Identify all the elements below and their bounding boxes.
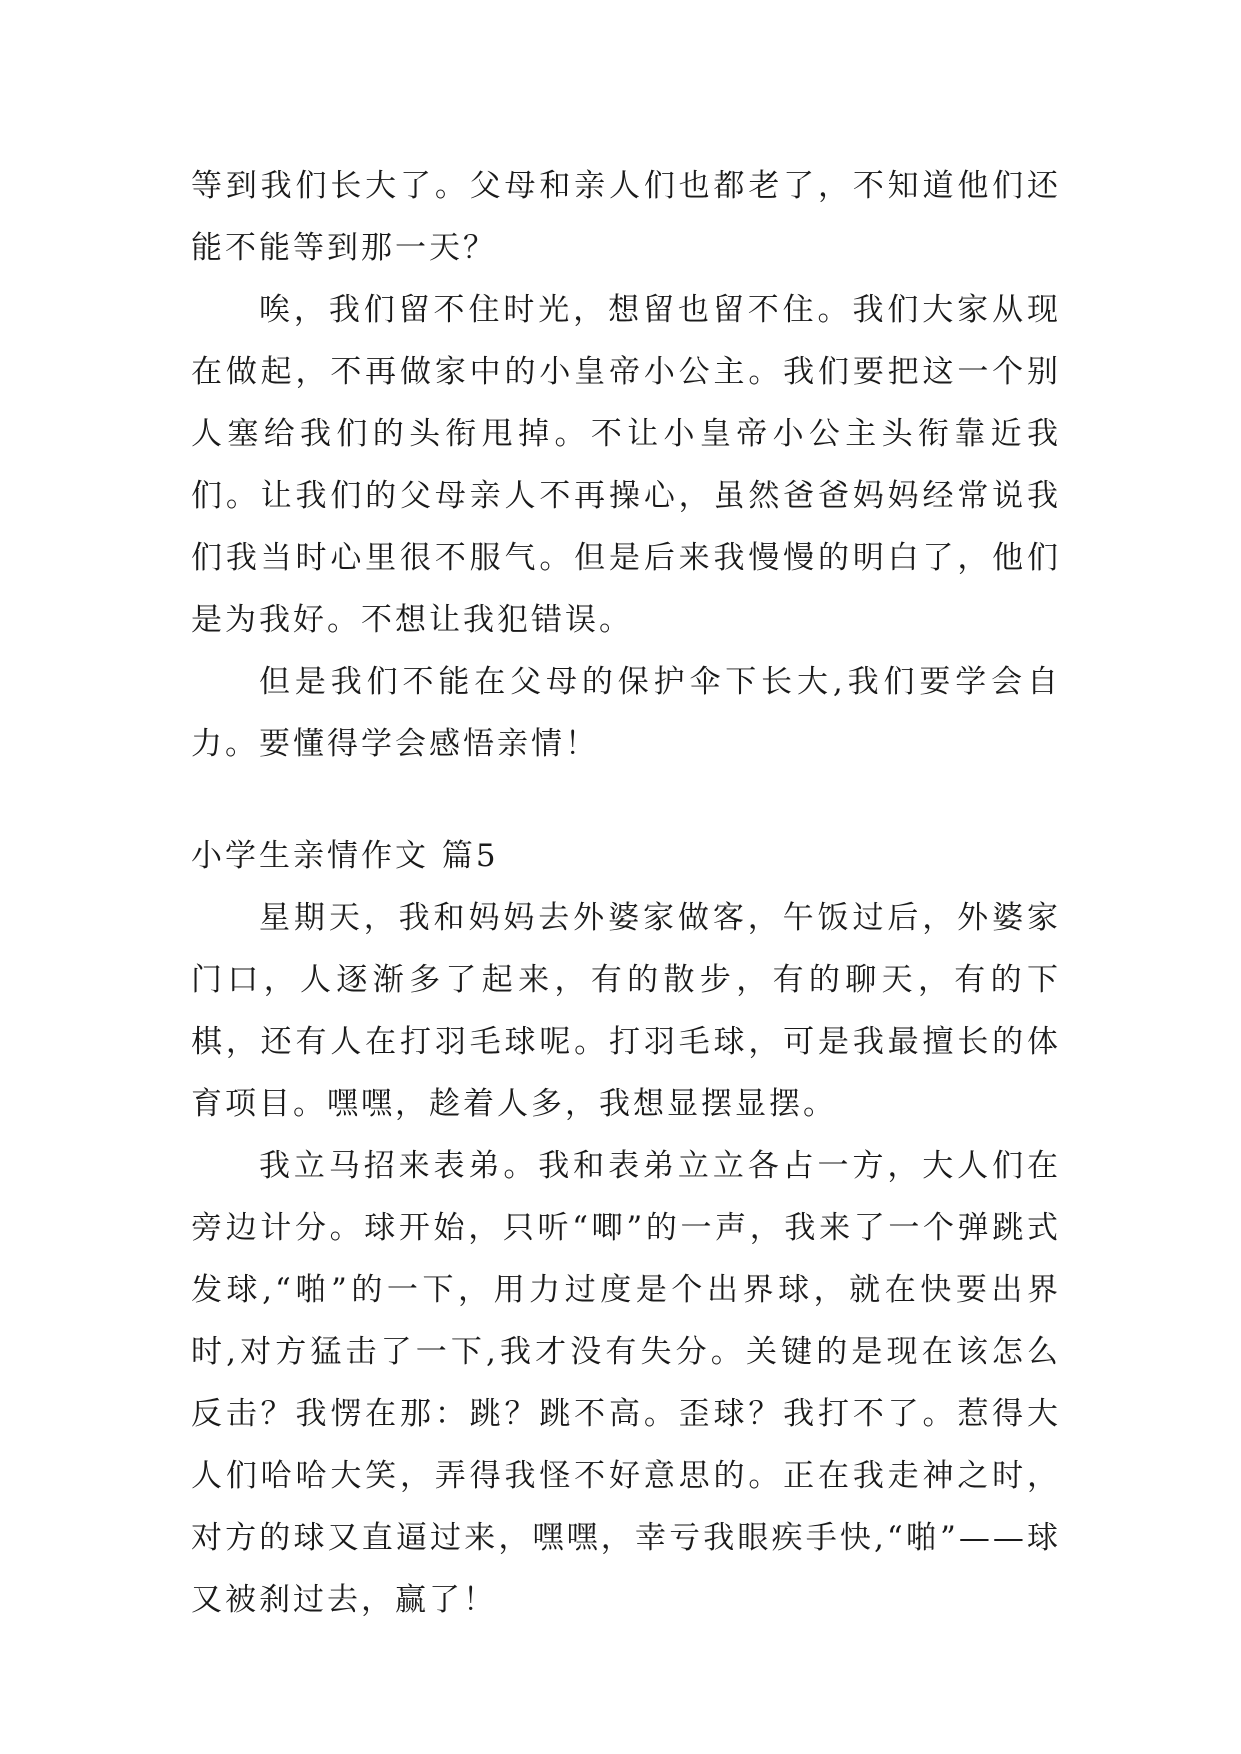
paragraph-2: 唉，我们留不住时光，想留也留不住。我们大家从现在做起，不再做家中的小皇帝小公主。我们要把这一个别人塞给我们的头衔甩掉。不让小皇帝小公主头衔靠近我们。让我们的父母亲人不再操心，虽然爸爸妈妈经常说我们我当时心里很不服气。但是后来我慢慢的明白了，他们是为我好。不想让我犯错误。	[191, 292, 1061, 638]
section-heading: 小学生亲情作文 篇5	[191, 838, 499, 874]
paragraph-3: 但是我们不能在父母的保护伞下长大,我们要学会自力。要懂得学会感悟亲情！	[191, 664, 1061, 762]
paragraph-5: 我立马招来表弟。我和表弟立立各占一方，大人们在旁边计分。球开始，只听“唧”的一声，我来了一个弹跳式发球,“啪”的一下，用力过度是个出界球，就在快要出界时,对方猛击了一下,我才没有失分。关键的是现在该怎么反击？我愣在那：跳？跳不高。歪球？我打不了。惹得大人们哈哈大笑，弄得我怪不好意思的。正在我走神之时，对方的球又直逼过来，嘿嘿，幸亏我眼疾手快,“啪”——球又被刹过去，赢了！	[191, 1148, 1061, 1618]
paragraph-1: 等到我们长大了。父母和亲人们也都老了，不知道他们还能不能等到那一天？	[191, 168, 1061, 266]
document-page	[191, 155, 1061, 1631]
paragraph-4: 星期天，我和妈妈去外婆家做客，午饭过后，外婆家门口，人逐渐多了起来，有的散步，有的聊天，有的下棋，还有人在打羽毛球呢。打羽毛球，可是我最擅长的体育项目。嘿嘿，趁着人多，我想显摆显摆。	[191, 900, 1061, 1122]
